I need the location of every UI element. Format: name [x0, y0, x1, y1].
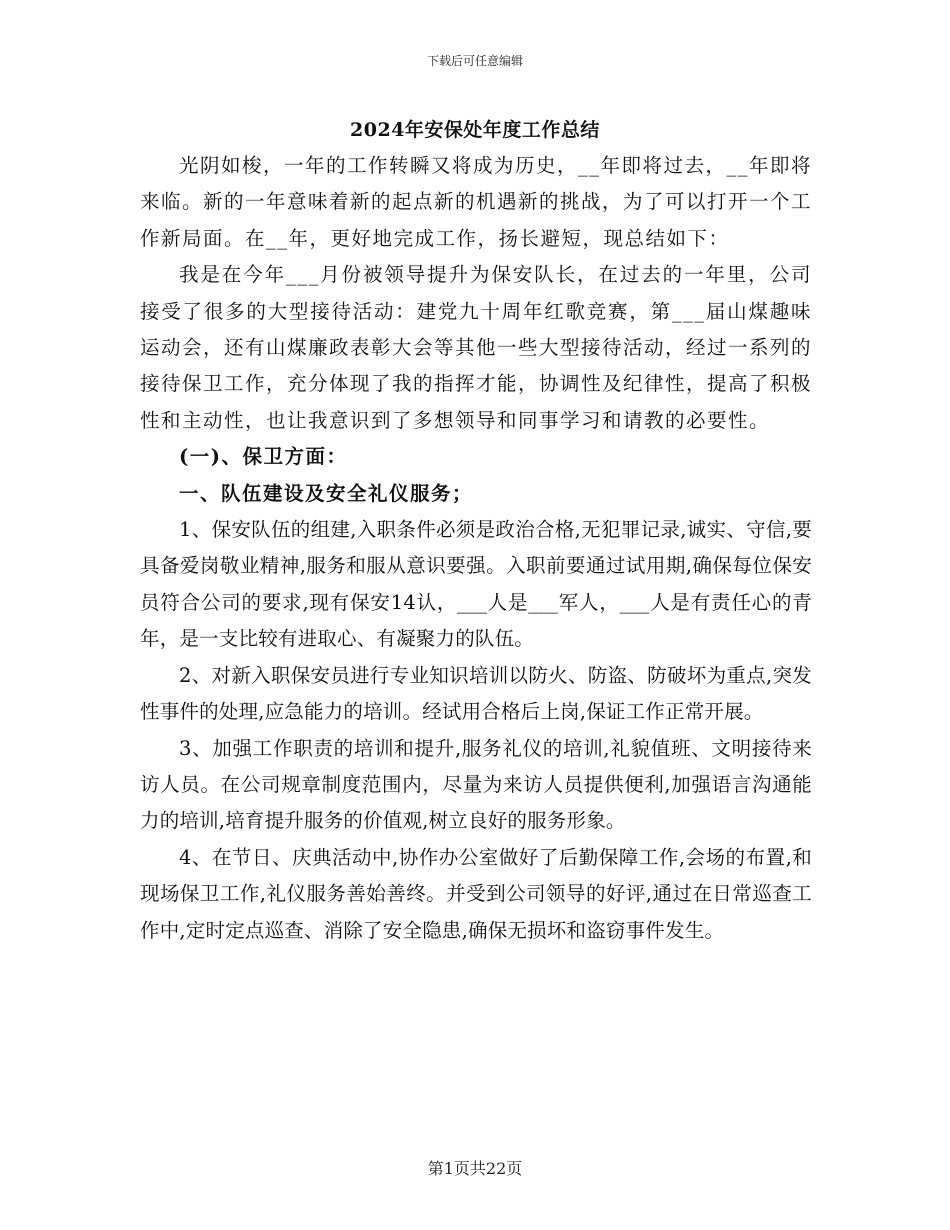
page-number-footer: 第1页共22页	[427, 1159, 523, 1178]
document-title: 2024年安保处年度工作总结	[350, 119, 600, 141]
paragraph-item-4: 4、在节日、庆典活动中,协作办公室做好了后勤保障工作,会场的布置,和现场保卫工作,礼仪服务善始善终。并受到公司领导的好评,通过在日常巡查工作中,定时定点巡查、消除了安全隐患,确保无损坏和盗窃事件发生。	[140, 845, 812, 942]
paragraph-item-3: 3、加强工作职责的培训和提升,服务礼仪的培训,礼貌值班、文明接待来访人员。在公司规章制度范围内，尽量为来访人员提供便利,加强语言沟通能力的培训,培育提升服务的价值观,树立良好的服务形象。	[140, 736, 812, 833]
paragraph-item-1: 1、保安队伍的组建,入职条件必须是政治合格,无犯罪记录,诚实、守信,要具备爱岗敬业精神,服务和服从意识要强。入职前要通过试用期,确保每位保安员符合公司的要求,现有保安14认，___人是___军人，___人是有责任心的青年，是一支比较有进取心、有凝聚力的队伍。	[140, 518, 812, 651]
page-header-note: 下载后可任意编辑	[426, 54, 523, 68]
paragraph-item-2: 2、对新入职保安员进行专业知识培训以防火、防盗、防破坏为重点,突发性事件的处理,应急能力的培训。经试用合格后上岗,保证工作正常开展。	[140, 663, 812, 724]
paragraph-overview: 我是在今年___月份被领导提升为保安队长，在过去的一年里，公司接受了很多的大型接待活动：建党九十周年红歌竞赛，第___届山煤趣味运动会，还有山煤廉政表彰大会等其他一些大型接待活动，经过一系列的接待保卫工作，充分体现了我的指挥才能，协调性及纪律性，提高了积极性和主动性，也让我意识到了多想领导和同事学习和请教的必要性。	[140, 263, 813, 432]
subsection-heading-team-building: 一、队伍建设及安全礼仪服务；	[179, 481, 474, 505]
section-heading-security: (一)、保卫方面：	[179, 445, 348, 469]
paragraph-intro: 光阴如梭，一年的工作转瞬又将成为历史，__年即将过去，__年即将来临。新的一年意味着新的起点新的机遇新的挑战，为了可以打开一个工作新局面。在__年，更好地完成工作，扬长避短，现总结如下：	[140, 154, 813, 250]
document-body	[140, 148, 812, 949]
